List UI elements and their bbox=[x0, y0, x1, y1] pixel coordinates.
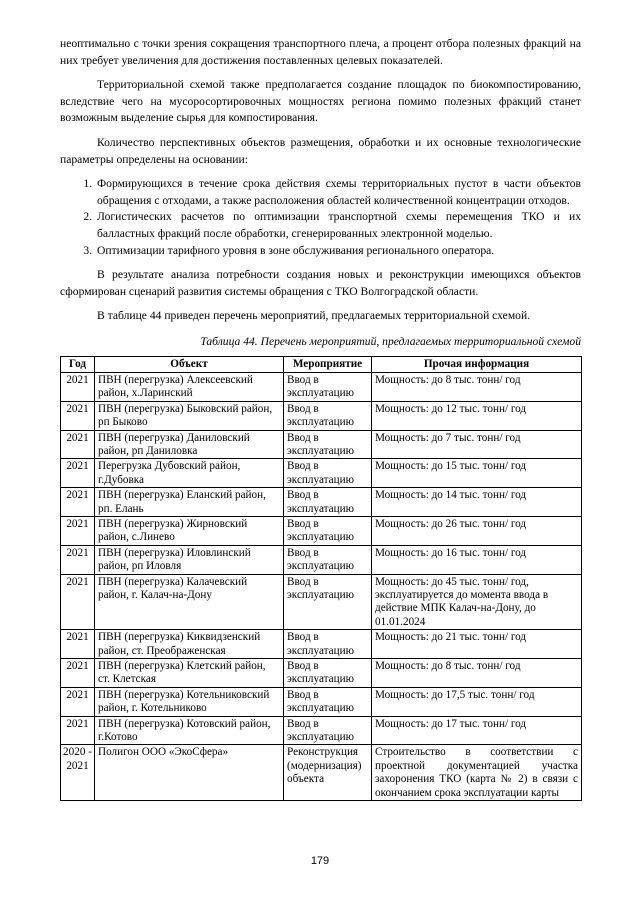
cell-info: Мощность: до 12 тыс. тонн/ год bbox=[372, 401, 582, 430]
cell-year: 2021 bbox=[61, 630, 95, 659]
cell-info: Мощность: до 21 тыс. тонн/ год bbox=[372, 630, 582, 659]
cell-year: 2021 bbox=[61, 401, 95, 430]
header-year: Год bbox=[61, 356, 95, 372]
cell-object: ПВН (перегрузка) Клетский район, ст. Клетская bbox=[95, 659, 284, 688]
cell-measure: Ввод в эксплуатацию bbox=[284, 459, 372, 488]
cell-measure: Ввод в эксплуатацию bbox=[284, 372, 372, 401]
table-row bbox=[61, 488, 582, 517]
cell-info: Мощность: до 45 тыс. тонн/ год, эксплуатируется до момента ввода в действие МПК Калач-на-Дону, до 01.01.2024 bbox=[372, 574, 582, 630]
cell-info: Мощность: до 16 тыс. тонн/ год bbox=[372, 545, 582, 574]
table-row bbox=[61, 516, 582, 545]
paragraph-table-intro: В таблице 44 приведен перечень мероприятий, предлагаемых территориальной схемой. bbox=[97, 309, 531, 323]
table-row bbox=[61, 545, 582, 574]
cell-object: ПВН (перегрузка) Иловлинский район, рп Иловля bbox=[95, 545, 284, 574]
paragraph-continuation: неоптимально с точки зрения сокращения транспортного плеча, а процент отбора полезных фракций на них требует увеличения для достижения поставленных целевых показателей. bbox=[60, 37, 581, 67]
table-row bbox=[61, 630, 582, 659]
page-content bbox=[60, 36, 581, 801]
cell-info: Мощность: до 8 тыс. тонн/ год bbox=[372, 659, 582, 688]
cell-object: ПВН (перегрузка) Быковский район, рп Быково bbox=[95, 401, 284, 430]
cell-object: ПВН (перегрузка) Котовский район, г.Котово bbox=[95, 716, 284, 745]
cell-object: Полигон ООО «ЭкоСфера» bbox=[95, 745, 284, 801]
header-object: Объект bbox=[95, 356, 284, 372]
cell-object: Перегрузка Дубовский район, г.Дубовка bbox=[95, 459, 284, 488]
cell-object: ПВН (перегрузка) Еланский район, рп. Елань bbox=[95, 488, 284, 517]
cell-measure: Ввод в эксплуатацию bbox=[284, 716, 372, 745]
cell-info: Мощность: до 15 тыс. тонн/ год bbox=[372, 459, 582, 488]
paragraph-scenario: В результате анализа потребности создания новых и реконструкции имеющихся объектов сформирован сценарий развития системы обращения с ТКО Волгоградской области. bbox=[60, 268, 581, 298]
table-row bbox=[61, 574, 582, 630]
cell-year: 2021 bbox=[61, 488, 95, 517]
cell-info: Мощность: до 8 тыс. тонн/ год bbox=[372, 372, 582, 401]
basis-list bbox=[60, 176, 581, 259]
table-row bbox=[61, 430, 582, 459]
cell-measure: Ввод в эксплуатацию bbox=[284, 430, 372, 459]
table-row bbox=[61, 659, 582, 688]
paragraph-biocomposting: Территориальной схемой также предполагается создание площадок по биокомпостированию, вследствие чего на мусоросортировочных мощностях региона помимо полезных фракций станет возможным выделение сырья для компостирования. bbox=[60, 78, 581, 125]
table-caption: Таблица 44. Перечень мероприятий, предлагаемых территориальной схемой bbox=[200, 334, 581, 348]
cell-object: ПВН (перегрузка) Алексеевский район, х.Ларинский bbox=[95, 372, 284, 401]
cell-year: 2020 - 2021 bbox=[61, 745, 95, 801]
cell-year: 2021 bbox=[61, 545, 95, 574]
cell-measure: Ввод в эксплуатацию bbox=[284, 545, 372, 574]
cell-measure: Реконструкция (модернизация) объекта bbox=[284, 745, 372, 801]
cell-measure: Ввод в эксплуатацию bbox=[284, 401, 372, 430]
table-row bbox=[61, 372, 582, 401]
cell-year: 2021 bbox=[61, 430, 95, 459]
cell-object: ПВН (перегрузка) Калачевский район, г. Калач-на-Дону bbox=[95, 574, 284, 630]
cell-object: ПВН (перегрузка) Киквидзенский район, ст. Преображенская bbox=[95, 630, 284, 659]
table-row bbox=[61, 745, 582, 801]
cell-measure: Ввод в эксплуатацию bbox=[284, 488, 372, 517]
cell-year: 2021 bbox=[61, 372, 95, 401]
cell-year: 2021 bbox=[61, 516, 95, 545]
cell-info: Мощность: до 26 тыс. тонн/ год bbox=[372, 516, 582, 545]
header-info: Прочая информация bbox=[372, 356, 582, 372]
table-row bbox=[61, 716, 582, 745]
list-item: 2. Логистических расчетов по оптимизации транспортной схемы перемещения ТКО и их балластных фракций после обработки, сгенерированных электронной моделью. bbox=[95, 209, 581, 242]
paragraph-basis: Количество перспективных объектов размещения, обработки и их основные технологические параметры определены на основании: bbox=[60, 135, 581, 166]
cell-info: Мощность: до 17,5 тыс. тонн/ год bbox=[372, 687, 582, 716]
cell-info: Мощность: до 7 тыс. тонн/ год bbox=[372, 430, 582, 459]
table-row bbox=[61, 401, 582, 430]
cell-object: ПВН (перегрузка) Жирновский район, с.Линево bbox=[95, 516, 284, 545]
cell-measure: Ввод в эксплуатацию bbox=[284, 516, 372, 545]
cell-info: Мощность: до 17 тыс. тонн/ год bbox=[372, 716, 582, 745]
cell-object: ПВН (перегрузка) Котельниковский район, г. Котельниково bbox=[95, 687, 284, 716]
cell-measure: Ввод в эксплуатацию bbox=[284, 659, 372, 688]
cell-object: ПВН (перегрузка) Даниловский район, рп Даниловка bbox=[95, 430, 284, 459]
table-row bbox=[61, 459, 582, 488]
table-row bbox=[61, 687, 582, 716]
cell-measure: Ввод в эксплуатацию bbox=[284, 630, 372, 659]
cell-year: 2021 bbox=[61, 716, 95, 745]
list-item: 1. Формирующихся в течение срока действия схемы территориальных пустот в части объектов обращения с отходами, а также расположения областей количественной концентрации отходов. bbox=[95, 176, 581, 209]
cell-year: 2021 bbox=[61, 687, 95, 716]
page-number: 179 bbox=[310, 855, 330, 867]
cell-info: Строительство в соответствии с проектной документацией участка захоронения ТКО (карта № 2) в связи с окончанием срока эксплуатации карты bbox=[372, 745, 582, 801]
cell-year: 2021 bbox=[61, 459, 95, 488]
cell-measure: Ввод в эксплуатацию bbox=[284, 574, 372, 630]
header-measure: Мероприятие bbox=[284, 356, 372, 372]
cell-info: Мощность: до 14 тыс. тонн/ год bbox=[372, 488, 582, 517]
cell-year: 2021 bbox=[61, 659, 95, 688]
table-header-row bbox=[61, 356, 582, 372]
measures-table bbox=[60, 356, 582, 802]
cell-measure: Ввод в эксплуатацию bbox=[284, 687, 372, 716]
cell-year: 2021 bbox=[61, 574, 95, 630]
list-item: 3. Оптимизации тарифного уровня в зоне обслуживания регионального оператора. bbox=[95, 243, 581, 260]
